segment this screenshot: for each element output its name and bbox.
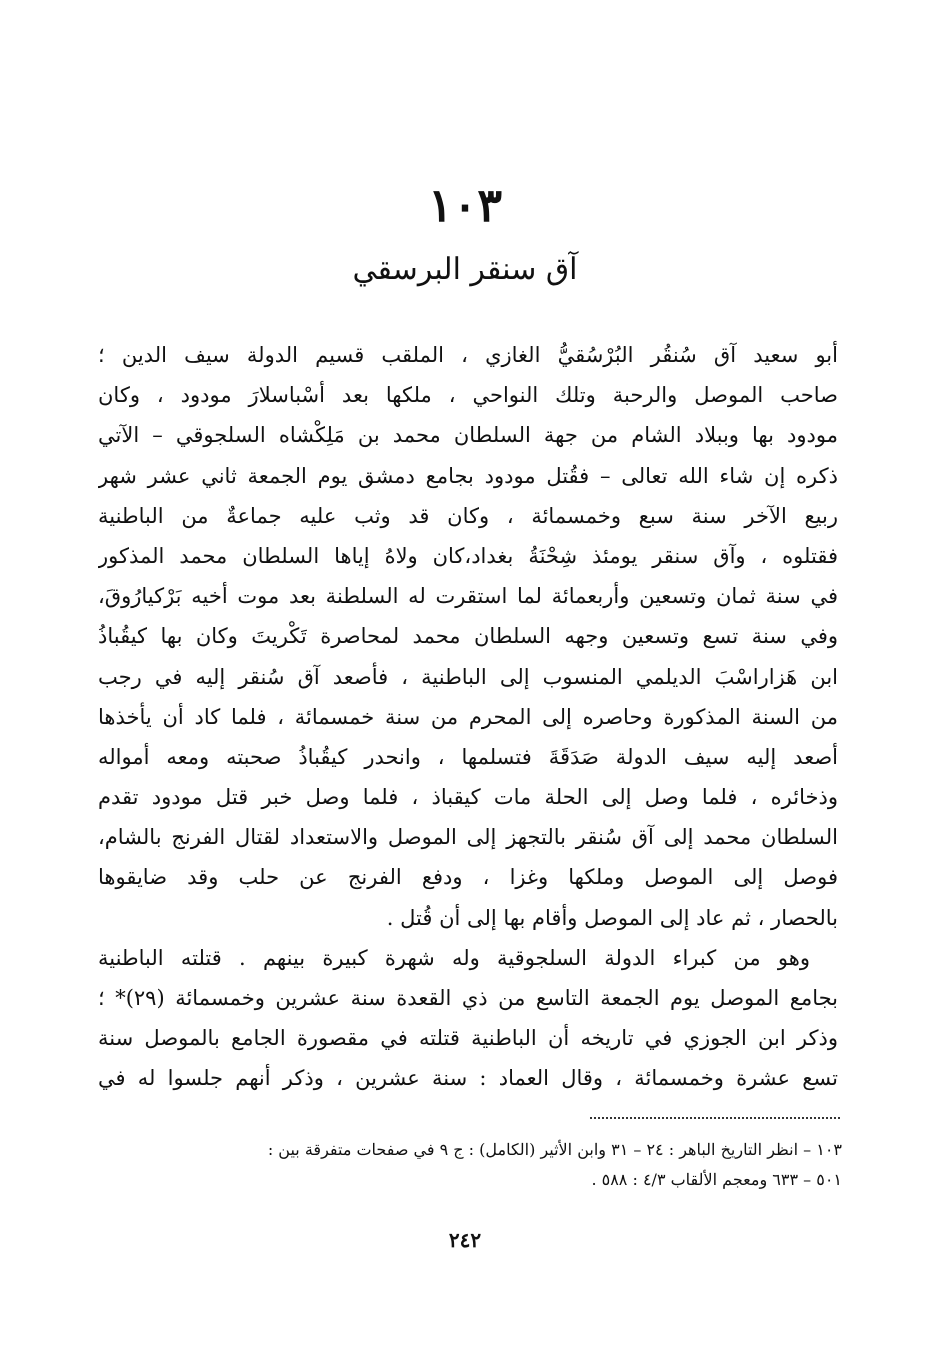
footnotes (92, 1135, 842, 1195)
page-number: ٢٤٢ (448, 1228, 482, 1252)
body-text (98, 335, 838, 1099)
body-line: بجامع الموصل يوم الجمعة التاسع من ذي القعدة سنة عشرين وخمسمائة (٢٩)* ؛ (98, 986, 838, 1010)
body-line: بالحصار ، ثم عاد إلى الموصل وأقام بها إلى أن قُتل . (386, 905, 838, 930)
body-line: مودود بها وببلاد الشام من جهة السلطان محمد بن مَلِكْشاه السلجوقي – الآتي (98, 423, 838, 448)
body-line: من السنة المذكورة وحاصره إلى المحرم من سنة خمسمائة ، فلما كاد أن يأخذها (98, 704, 838, 729)
body-line: وهو من كبراء الدولة السلجوقية وله شهرة كبيرة بينهم . قتلته الباطنية (98, 945, 810, 970)
body-line: السلطان محمد إلى آق سُنقر بالتجهز إلى الموصل والاستعداد لقتال الفرنج بالشام، (98, 825, 838, 850)
footnote-line: ٥٠١ – ٦٣٣ ومعجم الألقاب ٤/٣ : ٥٨٨ . (591, 1170, 842, 1189)
body-line: صاحب الموصل والرحبة وتلك النواحي ، ملكها بعد أسْباسلارَ مودود ، وكان (98, 383, 838, 408)
body-line: فوصل إلى الموصل وملكها وغزا ، ودفع الفرنج عن حلب وقد ضايقوها (98, 865, 838, 890)
footnote-separator (590, 1117, 840, 1119)
body-line: أصعد إليه سيف الدولة صَدَقَةَ فتسلمها ، وانحدر كيقُباذُ صحبته ومعه أمواله (98, 744, 838, 769)
body-line: وذكر ابن الجوزي في تاريخه أن الباطنية قتلته في مقصورة الجامع بالموصل سنة (98, 1026, 838, 1051)
body-line: وذخائره ، فلما وصل إلى الحلة مات كيقباذ ، فلما وصل خبر قتل مودود تقدم (98, 785, 838, 810)
body-line: في سنة ثمان وتسعين وأربعمائة لما استقرت له السلطنة بعد موت أخيه بَرْكيارُوقَ، (98, 584, 838, 609)
body-line: ابن هَزاراسْبَ الديلمي المنسوب إلى الباطنية ، فأصعد آق سُنقر إليه في رجب (98, 664, 838, 689)
footnote-line: ١٠٣ – انظر التاريخ الباهر : ٢٤ – ٣١ وابن الأثير (الكامل) : ج ٩ في صفحات متفرقة بين : (267, 1140, 842, 1159)
body-line: ربيع الآخر سنة سبع وخمسمائة ، وكان قد وثب عليه جماعةٌ من الباطنية (98, 503, 838, 528)
body-line: ذكره إن شاء الله تعالى – فقُتل مودود بجامع دمشق يوم الجمعة ثاني عشر شهر (98, 463, 838, 488)
body-line: تسع عشرة وخمسمائة ، وقال العماد : سنة عشرين ، وذكر أنهم جلسوا له في (98, 1066, 838, 1091)
body-line: وفي سنة تسع وتسعين وجهه السلطان محمد لمحاصرة تَكْريتَ وكان بها كيقُباذُ (98, 624, 838, 649)
entry-title: آق سنقر البرسقي (352, 252, 578, 287)
body-line: أبو سعيد آق سُنقُر البُرْسُقيُّ الغازي ، الملقب قسيم الدولة سيف الدين ؛ (98, 343, 838, 367)
entry-number: ١٠٣ (427, 178, 503, 232)
body-line: فقتلوه ، وآق سنقر يومئذ شِحْنَةُ بغداد،كان ولاهُ إياها السلطان محمد المذكور (98, 543, 838, 568)
